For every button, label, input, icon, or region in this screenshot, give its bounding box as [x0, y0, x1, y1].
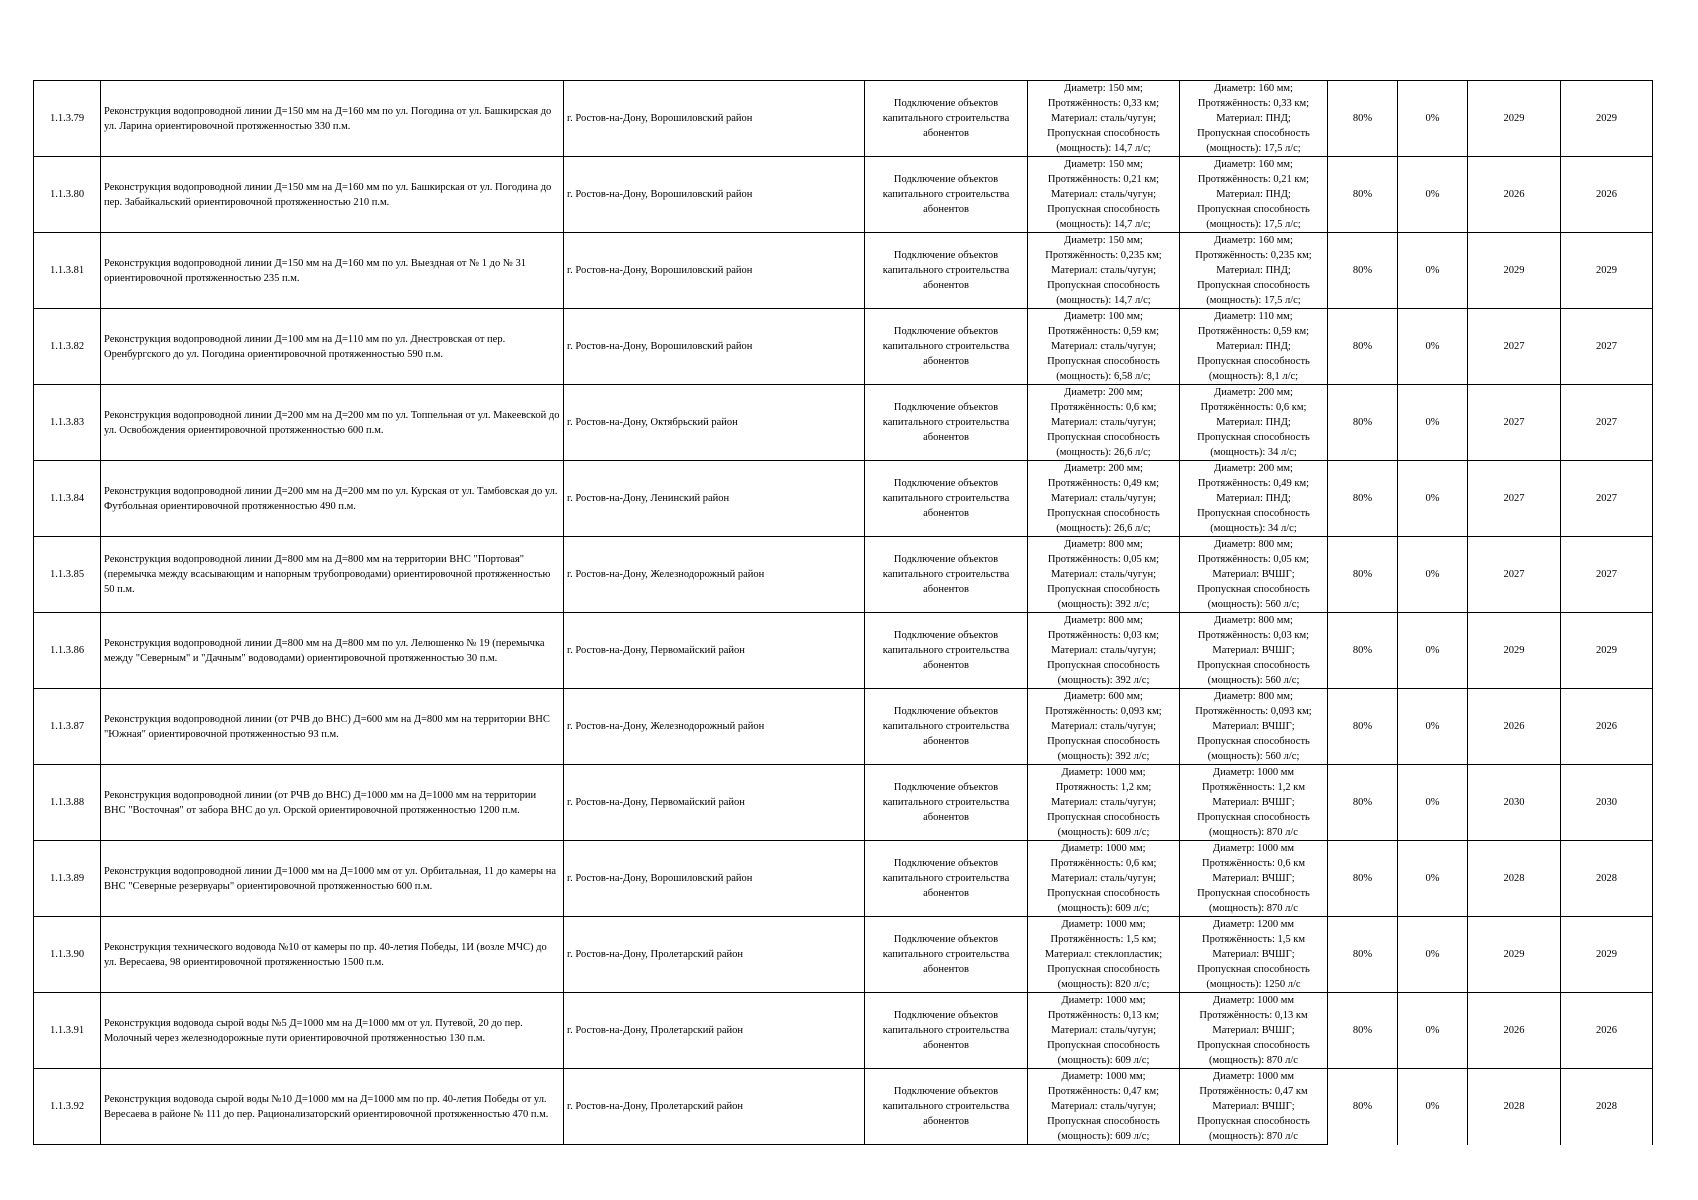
spec-after-line: (мощность): 34 л/с;: [1210, 523, 1297, 534]
percent-value-1: 80%: [1328, 993, 1398, 1069]
specs-before: [1028, 385, 1180, 461]
specs-before: [1028, 81, 1180, 157]
project-description: Реконструкция водопроводной линии Д=800 мм на Д=800 мм по ул. Лелюшенко № 19 (перемычка между "Северным" и "Дачным" водоводами) ориентировочной протяженностью 30 п.м.: [101, 613, 564, 689]
row-number: 1.1.3.90: [34, 917, 101, 993]
row-number: 1.1.3.89: [34, 841, 101, 917]
spec-after-line: (мощность): 870 л/с: [1209, 903, 1298, 914]
project-description: Реконструкция водопроводной линии Д=200 мм на Д=200 мм по ул. Курская от ул. Тамбовская до ул. Футбольная ориентировочной протяженностью 490 п.м.: [101, 461, 564, 537]
specs-after: [1180, 993, 1328, 1069]
percent-value-1: 80%: [1328, 385, 1398, 461]
spec-before-line: Материал: сталь/чугун;: [1050, 113, 1157, 124]
spec-before-line: Диаметр: 150 мм;: [1064, 159, 1143, 170]
spec-before-line: Материал: сталь/чугун;: [1050, 569, 1157, 580]
year-start: 2027: [1468, 537, 1561, 613]
row-number: 1.1.3.83: [34, 385, 101, 461]
spec-before-line: (мощность): 392 л/с;: [1057, 751, 1150, 762]
project-location: г. Ростов-на-Дону, Пролетарский район: [564, 1069, 865, 1145]
percent-value-2: 0%: [1398, 385, 1468, 461]
spec-after-line: Диаметр: 800 мм;: [1214, 539, 1293, 550]
project-location: г. Ростов-на-Дону, Ворошиловский район: [564, 309, 865, 385]
percent-value-2: 0%: [1398, 81, 1468, 157]
specs-after: [1180, 537, 1328, 613]
specs-after: [1180, 81, 1328, 157]
spec-after-line: Материал: ПНД;: [1216, 265, 1291, 276]
spec-before-line: Материал: сталь/чугун;: [1050, 1101, 1157, 1112]
spec-after-line: (мощность): 34 л/с;: [1210, 447, 1297, 458]
spec-after-line: Протяжённость: 0,03 км;: [1197, 630, 1310, 641]
spec-after-line: Диаметр: 110 мм;: [1214, 311, 1293, 322]
year-end: 2029: [1561, 917, 1653, 993]
spec-after-line: Пропускная способность: [1197, 356, 1310, 367]
percent-value-2: 0%: [1398, 157, 1468, 233]
project-description: Реконструкция водопроводной линии Д=150 мм на Д=160 мм по ул. Выездная от № 1 до № 31 ориентировочной протяженностью 235 п.м.: [101, 233, 564, 309]
spec-after-line: Протяжённость: 0,6 км;: [1200, 402, 1307, 413]
spec-after-line: Материал: ВЧШГ;: [1212, 721, 1295, 732]
spec-before-line: Диаметр: 150 мм;: [1064, 235, 1143, 246]
spec-before-line: Материал: сталь/чугун;: [1050, 645, 1157, 656]
project-location: г. Ростов-на-Дону, Железнодорожный район: [564, 689, 865, 765]
year-end: 2029: [1561, 613, 1653, 689]
project-description: Реконструкция водовода сырой воды №10 Д=1000 мм на Д=1000 мм по пр. 40-летия Победы от ул. Вересаева в районе № 111 до пер. Рационализаторский ориентировочной протяженностью 470 п.м.: [101, 1069, 564, 1145]
spec-after-line: (мощность): 1250 л/с: [1206, 979, 1301, 990]
year-end: 2029: [1561, 81, 1653, 157]
spec-before-line: Пропускная способность: [1047, 888, 1160, 899]
spec-after-line: Диаметр: 160 мм;: [1214, 83, 1293, 94]
project-location: г. Ростов-на-Дону, Пролетарский район: [564, 917, 865, 993]
spec-after-line: Протяжённость: 0,33 км;: [1197, 98, 1310, 109]
percent-value-1: 80%: [1328, 233, 1398, 309]
year-start: 2027: [1468, 385, 1561, 461]
year-end: 2028: [1561, 841, 1653, 917]
spec-before-line: Пропускная способность: [1047, 660, 1160, 671]
project-description: Реконструкция водопроводной линии Д=800 мм на Д=800 мм на территории ВНС "Портовая" (перемычка между всасывающим и напорным трубопроводами) ориентировочной протяженностью 50 п.м.: [101, 537, 564, 613]
specs-before: [1028, 309, 1180, 385]
year-end: 2027: [1561, 309, 1653, 385]
project-location: г. Ростов-на-Дону, Первомайский район: [564, 613, 865, 689]
specs-before: [1028, 613, 1180, 689]
spec-after-line: Протяжённость: 0,6 км: [1202, 858, 1305, 869]
row-number: 1.1.3.86: [34, 613, 101, 689]
specs-after: [1180, 157, 1328, 233]
spec-after-line: (мощность): 870 л/с: [1209, 1055, 1298, 1066]
percent-value-1: 80%: [1328, 81, 1398, 157]
percent-value-1: 80%: [1328, 309, 1398, 385]
specs-after: [1180, 1069, 1328, 1145]
percent-value-1: 80%: [1328, 689, 1398, 765]
spec-after-line: Материал: ВЧШГ;: [1212, 645, 1295, 656]
spec-after-line: Пропускная способность: [1197, 508, 1310, 519]
spec-after-line: (мощность): 560 л/с;: [1207, 751, 1300, 762]
spec-after-line: Материал: ПНД;: [1216, 493, 1291, 504]
project-purpose: Подключение объектов капитального строительства абонентов: [865, 81, 1028, 157]
project-purpose: Подключение объектов капитального строительства абонентов: [865, 385, 1028, 461]
spec-before-line: Диаметр: 600 мм;: [1064, 691, 1143, 702]
project-location: г. Ростов-на-Дону, Октябрьский район: [564, 385, 865, 461]
spec-after-line: Протяжённость: 0,093 км;: [1195, 706, 1312, 717]
year-start: 2030: [1468, 765, 1561, 841]
project-location: г. Ростов-на-Дону, Первомайский район: [564, 765, 865, 841]
specs-after: [1180, 613, 1328, 689]
spec-after-line: Протяжённость: 1,2 км: [1202, 782, 1305, 793]
spec-before-line: (мощность): 392 л/с;: [1057, 675, 1150, 686]
spec-before-line: Пропускная способность: [1047, 1040, 1160, 1051]
spec-before-line: Диаметр: 200 мм;: [1064, 387, 1143, 398]
percent-value-2: 0%: [1398, 309, 1468, 385]
spec-before-line: Протяжённость: 0,03 км;: [1047, 630, 1160, 641]
spec-before-line: Диаметр: 800 мм;: [1064, 615, 1143, 626]
spec-before-line: Протяжённость: 0,093 км;: [1045, 706, 1162, 717]
spec-after-line: Пропускная способность: [1197, 280, 1310, 291]
table-row: [34, 385, 1653, 461]
year-end: 2027: [1561, 537, 1653, 613]
year-start: 2026: [1468, 157, 1561, 233]
specs-after: [1180, 385, 1328, 461]
year-end: 2026: [1561, 157, 1653, 233]
spec-before-line: Пропускная способность: [1047, 128, 1160, 139]
project-purpose: Подключение объектов капитального строительства абонентов: [865, 233, 1028, 309]
table-row: [34, 917, 1653, 993]
spec-before-line: Пропускная способность: [1047, 356, 1160, 367]
spec-before-line: Диаметр: 100 мм;: [1064, 311, 1143, 322]
spec-after-line: Материал: ВЧШГ;: [1212, 873, 1295, 884]
spec-before-line: Пропускная способность: [1047, 584, 1160, 595]
spec-after-line: Пропускная способность: [1197, 1116, 1310, 1127]
spec-before-line: Пропускная способность: [1047, 1116, 1160, 1127]
spec-before-line: Диаметр: 800 мм;: [1064, 539, 1143, 550]
year-end: 2029: [1561, 233, 1653, 309]
spec-before-line: Диаметр: 150 мм;: [1064, 83, 1143, 94]
spec-after-line: Диаметр: 1000 мм: [1212, 843, 1295, 854]
table-row: [34, 993, 1653, 1069]
spec-before-line: (мощность): 14,7 л/с;: [1056, 295, 1151, 306]
spec-after-line: Пропускная способность: [1197, 128, 1310, 139]
spec-before-line: Пропускная способность: [1047, 812, 1160, 823]
row-number: 1.1.3.87: [34, 689, 101, 765]
percent-value-1: 80%: [1328, 765, 1398, 841]
year-end: 2027: [1561, 461, 1653, 537]
spec-before-line: Материал: сталь/чугун;: [1050, 873, 1157, 884]
spec-after-line: Пропускная способность: [1197, 1040, 1310, 1051]
spec-after-line: Диаметр: 800 мм;: [1214, 615, 1293, 626]
spec-after-line: Диаметр: 1000 мм: [1212, 1071, 1295, 1082]
year-end: 2030: [1561, 765, 1653, 841]
spec-after-line: (мощность): 870 л/с: [1209, 827, 1298, 838]
project-purpose: Подключение объектов капитального строительства абонентов: [865, 613, 1028, 689]
project-description: Реконструкция водопроводной линии (от РЧВ до ВНС) Д=600 мм на Д=800 мм на территории ВНС "Южная" ориентировочной протяженностью 93 п.м.: [101, 689, 564, 765]
year-start: 2028: [1468, 841, 1561, 917]
spec-after-line: Протяжённость: 0,13 км: [1199, 1010, 1308, 1021]
spec-after-line: Диаметр: 1200 мм: [1212, 919, 1295, 930]
spec-after-line: Протяжённость: 1,5 км: [1202, 934, 1305, 945]
spec-before-line: Диаметр: 200 мм;: [1064, 463, 1143, 474]
spec-after-line: Пропускная способность: [1197, 888, 1310, 899]
spec-after-line: Диаметр: 160 мм;: [1214, 235, 1293, 246]
row-number: 1.1.3.80: [34, 157, 101, 233]
spec-after-line: Диаметр: 800 мм;: [1214, 691, 1293, 702]
spec-after-line: Материал: ВЧШГ;: [1212, 949, 1295, 960]
spec-before-line: (мощность): 609 л/с;: [1057, 1055, 1150, 1066]
percent-value-2: 0%: [1398, 537, 1468, 613]
project-purpose: Подключение объектов капитального строительства абонентов: [865, 461, 1028, 537]
project-description: Реконструкция технического водовода №10 от камеры по пр. 40-летия Победы, 1И (возле МЧС) до ул. Вересаева, 98 ориентировочной протяженностью 1500 п.м.: [101, 917, 564, 993]
spec-after-line: Протяжённость: 0,59 км;: [1197, 326, 1310, 337]
spec-before-line: (мощность): 6,58 л/с;: [1056, 371, 1151, 382]
year-start: 2029: [1468, 81, 1561, 157]
spec-before-line: (мощность): 14,7 л/с;: [1056, 219, 1151, 230]
year-end: 2027: [1561, 385, 1653, 461]
project-location: г. Ростов-на-Дону, Ворошиловский район: [564, 233, 865, 309]
year-end: 2026: [1561, 993, 1653, 1069]
project-purpose: Подключение объектов капитального строительства абонентов: [865, 765, 1028, 841]
spec-after-line: (мощность): 17,5 л/с;: [1206, 143, 1301, 154]
specs-after: [1180, 309, 1328, 385]
percent-value-1: 80%: [1328, 157, 1398, 233]
table-row: [34, 613, 1653, 689]
spec-before-line: Материал: сталь/чугун;: [1050, 721, 1157, 732]
spec-before-line: Материал: сталь/чугун;: [1050, 265, 1157, 276]
spec-after-line: (мощность): 560 л/с;: [1207, 675, 1300, 686]
spec-before-line: Пропускная способность: [1047, 736, 1160, 747]
specs-after: [1180, 689, 1328, 765]
project-description: Реконструкция водопроводной линии Д=200 мм на Д=200 мм по ул. Топпельная от ул. Макеевской до ул. Освобождения ориентировочной протяженностью 600 п.м.: [101, 385, 564, 461]
spec-after-line: Материал: ПНД;: [1216, 113, 1291, 124]
spec-after-line: Протяжённость: 0,21 км;: [1197, 174, 1310, 185]
spec-before-line: Протяжённость: 0,21 км;: [1047, 174, 1160, 185]
specs-before: [1028, 461, 1180, 537]
spec-before-line: (мощность): 392 л/с;: [1057, 599, 1150, 610]
spec-after-line: Материал: ПНД;: [1216, 417, 1291, 428]
spec-before-line: Протяжённость: 1,5 км;: [1050, 934, 1157, 945]
spec-before-line: Пропускная способность: [1047, 432, 1160, 443]
spec-after-line: Пропускная способность: [1197, 584, 1310, 595]
percent-value-1: 80%: [1328, 613, 1398, 689]
spec-after-line: Материал: ВЧШГ;: [1212, 569, 1295, 580]
specs-before: [1028, 841, 1180, 917]
spec-before-line: Материал: сталь/чугун;: [1050, 797, 1157, 808]
specs-before: [1028, 1069, 1180, 1145]
spec-after-line: (мощность): 17,5 л/с;: [1206, 219, 1301, 230]
spec-before-line: Пропускная способность: [1047, 964, 1160, 975]
spec-before-line: Пропускная способность: [1047, 204, 1160, 215]
spec-before-line: Протяжённость: 0,05 км;: [1047, 554, 1160, 565]
spec-after-line: Пропускная способность: [1197, 736, 1310, 747]
spec-after-line: Протяжённость: 0,49 км;: [1197, 478, 1310, 489]
spec-before-line: Диаметр: 1000 мм;: [1061, 1071, 1146, 1082]
project-location: г. Ростов-на-Дону, Железнодорожный район: [564, 537, 865, 613]
percent-value-2: 0%: [1398, 917, 1468, 993]
project-purpose: Подключение объектов капитального строительства абонентов: [865, 1069, 1028, 1145]
spec-after-line: Материал: ВЧШГ;: [1212, 797, 1295, 808]
percent-value-2: 0%: [1398, 1069, 1468, 1145]
project-description: Реконструкция водовода сырой воды №5 Д=1000 мм на Д=1000 мм от ул. Путевой, 20 до пер. Молочный через железнодорожные пути ориентировочной протяженностью 130 п.м.: [101, 993, 564, 1069]
project-purpose: Подключение объектов капитального строительства абонентов: [865, 537, 1028, 613]
row-number: 1.1.3.91: [34, 993, 101, 1069]
year-start: 2026: [1468, 689, 1561, 765]
percent-value-1: 80%: [1328, 917, 1398, 993]
specs-before: [1028, 917, 1180, 993]
percent-value-1: 80%: [1328, 461, 1398, 537]
specs-before: [1028, 765, 1180, 841]
project-purpose: Подключение объектов капитального строительства абонентов: [865, 917, 1028, 993]
spec-before-line: (мощность): 609 л/с;: [1057, 1131, 1150, 1142]
spec-before-line: (мощность): 820 л/с;: [1057, 979, 1150, 990]
spec-after-line: Материал: ПНД;: [1216, 189, 1291, 200]
table-row: [34, 309, 1653, 385]
spec-after-line: Диаметр: 1000 мм: [1212, 995, 1295, 1006]
spec-before-line: (мощность): 26,6 л/с;: [1056, 523, 1151, 534]
percent-value-2: 0%: [1398, 233, 1468, 309]
project-location: г. Ростов-на-Дону, Ворошиловский район: [564, 81, 865, 157]
project-description: Реконструкция водопроводной линии Д=150 мм на Д=160 мм по ул. Башкирская от ул. Погодина до пер. Забайкальский ориентировочной протяженностью 210 п.м.: [101, 157, 564, 233]
spec-after-line: Материал: ПНД;: [1216, 341, 1291, 352]
spec-after-line: Диаметр: 200 мм;: [1214, 463, 1293, 474]
year-start: 2027: [1468, 309, 1561, 385]
spec-before-line: Материал: сталь/чугун;: [1050, 341, 1157, 352]
spec-before-line: Протяжённость: 0,235 км;: [1045, 250, 1162, 261]
percent-value-1: 80%: [1328, 1069, 1398, 1145]
year-start: 2029: [1468, 233, 1561, 309]
project-purpose: Подключение объектов капитального строительства абонентов: [865, 309, 1028, 385]
year-start: 2029: [1468, 917, 1561, 993]
project-description: Реконструкция водопроводной линии Д=100 мм на Д=110 мм по ул. Днестровская от пер. Оренбургского до ул. Погодина ориентировочной протяженностью 590 п.м.: [101, 309, 564, 385]
spec-before-line: Диаметр: 1000 мм;: [1061, 843, 1146, 854]
spec-before-line: Протяжённость: 0,47 км;: [1047, 1086, 1160, 1097]
project-purpose: Подключение объектов капитального строительства абонентов: [865, 993, 1028, 1069]
spec-after-line: Диаметр: 200 мм;: [1214, 387, 1293, 398]
row-number: 1.1.3.84: [34, 461, 101, 537]
specs-before: [1028, 157, 1180, 233]
project-location: г. Ростов-на-Дону, Ворошиловский район: [564, 841, 865, 917]
spec-before-line: Диаметр: 1000 мм;: [1061, 767, 1146, 778]
spec-before-line: Протяжённость: 0,33 км;: [1047, 98, 1160, 109]
row-number: 1.1.3.92: [34, 1069, 101, 1145]
specs-after: [1180, 461, 1328, 537]
percent-value-2: 0%: [1398, 461, 1468, 537]
project-purpose: Подключение объектов капитального строительства абонентов: [865, 157, 1028, 233]
spec-after-line: Материал: ВЧШГ;: [1212, 1101, 1295, 1112]
project-description: Реконструкция водопроводной линии Д=150 мм на Д=160 мм по ул. Погодина от ул. Башкирская до ул. Ларина ориентировочной протяженностью 330 п.м.: [101, 81, 564, 157]
specs-after: [1180, 233, 1328, 309]
spec-after-line: Протяжённость: 0,05 км;: [1197, 554, 1310, 565]
specs-before: [1028, 537, 1180, 613]
year-start: 2026: [1468, 993, 1561, 1069]
spec-after-line: (мощность): 870 л/с: [1209, 1131, 1298, 1142]
year-start: 2029: [1468, 613, 1561, 689]
percent-value-2: 0%: [1398, 613, 1468, 689]
percent-value-2: 0%: [1398, 765, 1468, 841]
table-row: [34, 765, 1653, 841]
table-row: [34, 81, 1653, 157]
specs-before: [1028, 689, 1180, 765]
spec-before-line: Протяжённость: 0,49 км;: [1047, 478, 1160, 489]
spec-before-line: Материал: сталь/чугун;: [1050, 493, 1157, 504]
spec-before-line: Протяжённость: 0,13 км;: [1047, 1010, 1160, 1021]
project-location: г. Ростов-на-Дону, Ленинский район: [564, 461, 865, 537]
table-row: [34, 233, 1653, 309]
spec-before-line: Протяжённость: 0,6 км;: [1050, 402, 1157, 413]
table-row: [34, 157, 1653, 233]
percent-value-2: 0%: [1398, 689, 1468, 765]
spec-before-line: Материал: сталь/чугун;: [1050, 189, 1157, 200]
year-end: 2026: [1561, 689, 1653, 765]
spec-after-line: Пропускная способность: [1197, 432, 1310, 443]
spec-after-line: Диаметр: 160 мм;: [1214, 159, 1293, 170]
spec-after-line: Пропускная способность: [1197, 812, 1310, 823]
spec-after-line: (мощность): 8,1 л/с;: [1208, 371, 1299, 382]
spec-before-line: Протяжность: 1,2 км;: [1055, 782, 1152, 793]
project-location: г. Ростов-на-Дону, Пролетарский район: [564, 993, 865, 1069]
specs-after: [1180, 765, 1328, 841]
row-number: 1.1.3.81: [34, 233, 101, 309]
spec-before-line: (мощность): 609 л/с;: [1057, 903, 1150, 914]
spec-after-line: Протяжённость: 0,47 км: [1199, 1086, 1308, 1097]
spec-before-line: Протяжённость: 0,59 км;: [1047, 326, 1160, 337]
specs-after: [1180, 917, 1328, 993]
spec-after-line: Пропускная способность: [1197, 204, 1310, 215]
project-location: г. Ростов-на-Дону, Ворошиловский район: [564, 157, 865, 233]
spec-before-line: Диаметр: 1000 мм;: [1061, 919, 1146, 930]
specs-before: [1028, 233, 1180, 309]
spec-after-line: (мощность): 560 л/с;: [1207, 599, 1300, 610]
percent-value-1: 80%: [1328, 537, 1398, 613]
table-row: [34, 841, 1653, 917]
spec-after-line: Пропускная способность: [1197, 964, 1310, 975]
percent-value-1: 80%: [1328, 841, 1398, 917]
project-description: Реконструкция водопроводной линии Д=1000 мм на Д=1000 мм от ул. Орбитальная, 11 до камеры на ВНС "Северные резервуары" ориентировочной протяженностью 600 п.м.: [101, 841, 564, 917]
project-table: [33, 80, 1653, 1145]
spec-after-line: Протяжённость: 0,235 км;: [1195, 250, 1312, 261]
spec-before-line: Материал: сталь/чугун;: [1050, 417, 1157, 428]
specs-before: [1028, 993, 1180, 1069]
year-start: 2027: [1468, 461, 1561, 537]
table-row: [34, 1069, 1653, 1145]
percent-value-2: 0%: [1398, 993, 1468, 1069]
spec-before-line: Пропускная способность: [1047, 508, 1160, 519]
spec-after-line: Материал: ВЧШГ;: [1212, 1025, 1295, 1036]
spec-before-line: Материал: сталь/чугун;: [1050, 1025, 1157, 1036]
spec-after-line: Пропускная способность: [1197, 660, 1310, 671]
table-row: [34, 689, 1653, 765]
spec-after-line: (мощность): 17,5 л/с;: [1206, 295, 1301, 306]
spec-before-line: (мощность): 14,7 л/с;: [1056, 143, 1151, 154]
row-number: 1.1.3.85: [34, 537, 101, 613]
spec-before-line: (мощность): 26,6 л/с;: [1056, 447, 1151, 458]
percent-value-2: 0%: [1398, 841, 1468, 917]
row-number: 1.1.3.82: [34, 309, 101, 385]
table-row: [34, 537, 1653, 613]
spec-after-line: Диаметр: 1000 мм: [1212, 767, 1295, 778]
row-number: 1.1.3.79: [34, 81, 101, 157]
spec-before-line: (мощность): 609 л/с;: [1057, 827, 1150, 838]
spec-before-line: Пропускная способность: [1047, 280, 1160, 291]
project-description: Реконструкция водопроводной линии (от РЧВ до ВНС) Д=1000 мм на Д=1000 мм на территории ВНС "Восточная" от забора ВНС до ул. Орской ориентировочной протяженностью 1200 п.м.: [101, 765, 564, 841]
spec-before-line: Диаметр: 1000 мм;: [1061, 995, 1146, 1006]
row-number: 1.1.3.88: [34, 765, 101, 841]
year-start: 2028: [1468, 1069, 1561, 1145]
project-purpose: Подключение объектов капитального строительства абонентов: [865, 689, 1028, 765]
table-row: [34, 461, 1653, 537]
specs-after: [1180, 841, 1328, 917]
spec-before-line: Материал: стеклопластик;: [1044, 949, 1163, 960]
spec-before-line: Протяжённость: 0,6 км;: [1050, 858, 1157, 869]
year-end: 2028: [1561, 1069, 1653, 1145]
project-purpose: Подключение объектов капитального строительства абонентов: [865, 841, 1028, 917]
